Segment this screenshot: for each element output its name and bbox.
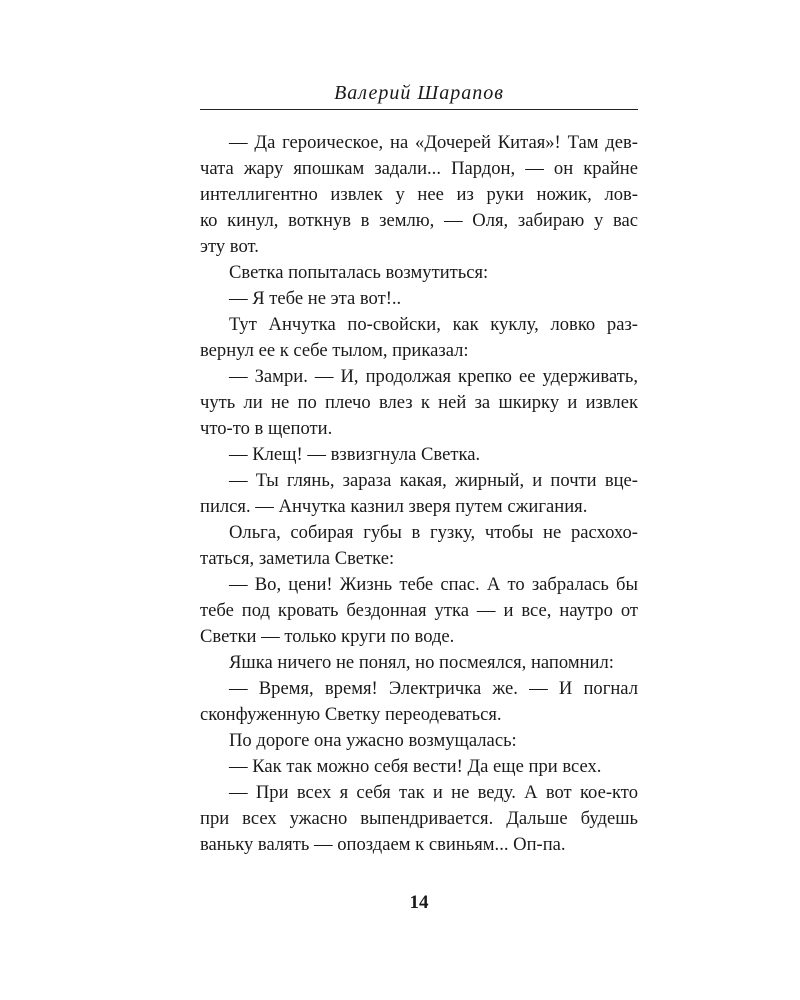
text-line: — Замри. — И, продолжая крепко ее удерживать, [229, 366, 638, 387]
text-line: эту вот. [200, 236, 259, 257]
text-line: интеллигентно извлек у нее из руки ножик, лов- [200, 184, 638, 205]
text-line: Тут Анчутка по-свойски, как куклу, ловко раз- [229, 314, 638, 335]
text-line: — Время, время! Электричка же. — И погнал [229, 678, 638, 699]
running-header [200, 78, 638, 108]
header-rule [200, 109, 638, 110]
text-line: Яшка ничего не понял, но посмеялся, напомнил: [229, 652, 614, 673]
text-line: чуть ли не по плечо влез к ней за шкирку и извлек [200, 392, 638, 413]
text-line: — Ты глянь, зараза какая, жирный, и почти вце- [229, 470, 638, 491]
text-line: при всех ужасно выпендривается. Дальше будешь [200, 808, 638, 829]
text-line: — При всех я себя так и не веду. А вот кое-кто [229, 782, 638, 803]
text-line: чата жару япошкам задали... Пардон, — он крайне [200, 158, 638, 179]
text-line: Светка попыталась возмутиться: [229, 262, 489, 283]
body-text [200, 130, 638, 858]
text-line: — Во, цени! Жизнь тебе спас. А то забралась бы [229, 574, 638, 595]
author-name: Валерий Шарапов [334, 82, 504, 104]
text-line: По дороге она ужасно возмущалась: [229, 730, 517, 751]
text-line: Ольга, собирая губы в гузку, чтобы не расхохо- [229, 522, 638, 543]
text-line: Светки — только круги по воде. [200, 626, 455, 647]
text-line: — Я тебе не эта вот!.. [229, 288, 402, 309]
text-line: вернул ее к себе тылом, приказал: [200, 340, 469, 361]
text-line: что-то в щепоти. [200, 418, 333, 439]
text-line: ко кинул, воткнув в землю, — Оля, забираю у вас [200, 210, 638, 231]
text-line: пился. — Анчутка казнил зверя путем сжигания. [200, 496, 588, 517]
text-line: сконфуженную Светку переодеваться. [200, 704, 502, 725]
text-line: — Как так можно себя вести! Да еще при всех. [229, 756, 602, 777]
text-line: тебе под кровать бездонная утка — и все, наутро от [200, 600, 638, 621]
text-line: — Клещ! — взвизгнула Светка. [229, 444, 481, 465]
text-line: — Да героическое, на «Дочерей Китая»! Там дев- [229, 132, 638, 153]
text-line: ваньку валять — опоздаем к свиньям... Оп-па. [200, 834, 566, 855]
text-line: таться, заметила Светке: [200, 548, 395, 569]
page-number: 14 [409, 892, 429, 913]
